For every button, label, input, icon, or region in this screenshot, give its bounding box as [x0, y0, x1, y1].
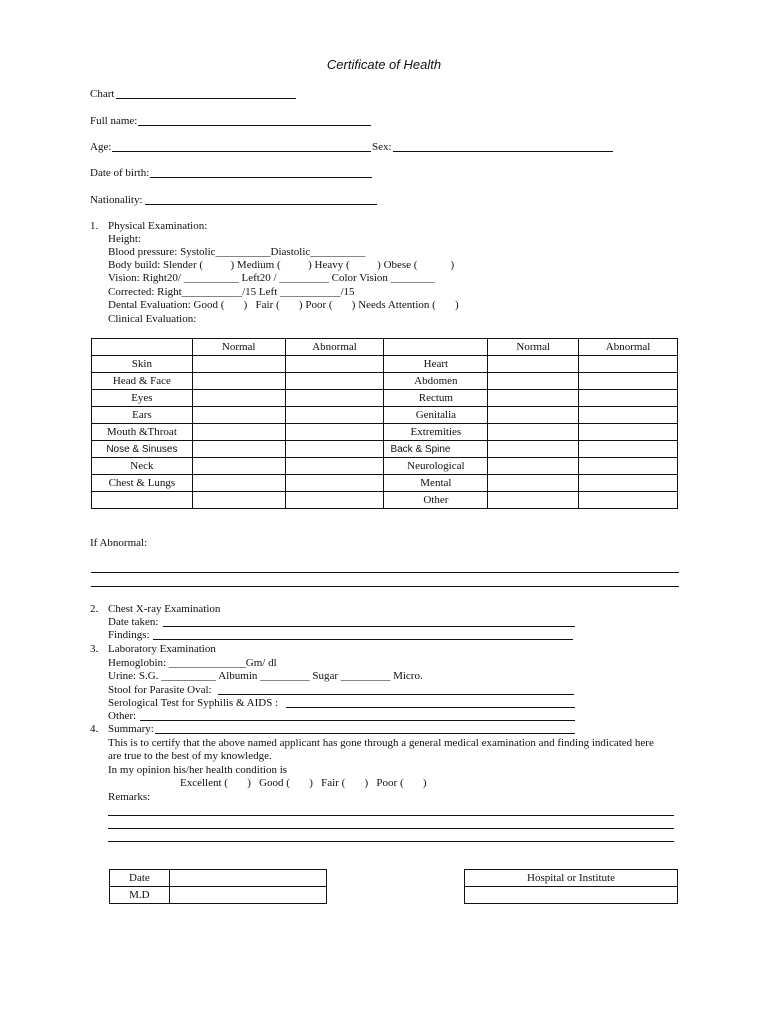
checkbox-cell[interactable] — [285, 407, 384, 424]
remarks-line[interactable] — [108, 841, 674, 842]
checkbox-cell[interactable] — [285, 492, 384, 509]
abnormal-notes-line[interactable] — [91, 572, 679, 573]
table-row — [92, 458, 678, 475]
checkbox-cell[interactable] — [285, 356, 384, 373]
checkbox-cell[interactable] — [285, 475, 384, 492]
findings-field[interactable] — [153, 639, 573, 640]
nationality-label: Nationality: — [90, 194, 143, 206]
nationality-field[interactable] — [145, 204, 377, 205]
body-build-line: Body build: Slender ( ) Medium ( ) Heavy ( ) Obese ( ) — [108, 259, 455, 271]
exam-item-right: Genitalia — [384, 407, 488, 424]
stool-field[interactable] — [218, 694, 574, 695]
checkbox-cell[interactable] — [192, 475, 285, 492]
checkbox-cell[interactable] — [488, 441, 579, 458]
checkbox-cell[interactable] — [192, 407, 285, 424]
lab-other-label: Other: — [108, 710, 137, 722]
chart-field[interactable] — [116, 98, 296, 99]
certificate-title: Certificate of Health — [326, 57, 442, 72]
table-row — [92, 424, 678, 441]
section1-number: 1. — [90, 220, 99, 232]
section4-number: 4. — [90, 723, 99, 735]
checkbox-cell[interactable] — [488, 475, 579, 492]
hospital-table — [464, 869, 678, 904]
table-row — [92, 441, 678, 458]
checkbox-cell[interactable] — [192, 373, 285, 390]
checkbox-cell[interactable] — [488, 356, 579, 373]
checkbox-cell[interactable] — [488, 390, 579, 407]
checkbox-cell[interactable] — [192, 356, 285, 373]
table-header — [92, 339, 193, 356]
checkbox-cell[interactable] — [488, 407, 579, 424]
dob-label: Date of birth: — [90, 167, 150, 179]
checkbox-cell[interactable] — [285, 441, 384, 458]
checkbox-cell[interactable] — [579, 441, 678, 458]
date-field[interactable] — [169, 870, 326, 887]
checkbox-cell[interactable] — [285, 373, 384, 390]
full-name-field[interactable] — [138, 125, 371, 126]
table-row — [465, 870, 678, 887]
age-field[interactable] — [112, 151, 371, 152]
exam-item-left: Skin — [92, 356, 193, 373]
hospital-field[interactable] — [465, 887, 678, 904]
checkbox-cell[interactable] — [192, 424, 285, 441]
checkbox-cell[interactable] — [579, 390, 678, 407]
serological-field[interactable] — [286, 707, 575, 708]
clinical-eval-line: Clinical Evaluation: — [108, 313, 197, 325]
table-row — [92, 356, 678, 373]
blood-pressure-line: Blood pressure: Systolic__________Diastolic__________ — [108, 246, 366, 258]
age-label: Age: — [90, 141, 112, 153]
checkbox-cell[interactable] — [192, 441, 285, 458]
certify-line-2: are true to the best of my knowledge. — [108, 750, 272, 762]
table-row — [92, 390, 678, 407]
chest-xray-title: Chest X-ray Examination — [108, 603, 221, 615]
remarks-line[interactable] — [108, 828, 674, 829]
checkbox-cell[interactable] — [488, 492, 579, 509]
clinical-exam-table — [91, 338, 678, 509]
checkbox-cell[interactable] — [285, 458, 384, 475]
sex-label: Sex: — [372, 141, 392, 153]
date-md-table — [109, 869, 327, 904]
hemoglobin-line: Hemoglobin: ______________Gm/ dl — [108, 657, 277, 669]
table-header: Normal — [488, 339, 579, 356]
exam-item-left: Head & Face — [92, 373, 193, 390]
date-taken-label: Date taken: — [108, 616, 159, 628]
table-header: Normal — [192, 339, 285, 356]
exam-item-left: Chest & Lungs — [92, 475, 193, 492]
sex-field[interactable] — [393, 151, 613, 152]
dob-field[interactable] — [150, 177, 372, 178]
lab-exam-title: Laboratory Examination — [108, 643, 216, 655]
md-label: M.D — [110, 887, 170, 904]
checkbox-cell[interactable] — [579, 424, 678, 441]
table-row — [92, 475, 678, 492]
checkbox-cell[interactable] — [285, 424, 384, 441]
corrected-line: Corrected: Right___________/15 Left ___________/15 — [108, 286, 355, 298]
checkbox-cell[interactable] — [192, 492, 285, 509]
checkbox-cell[interactable] — [579, 475, 678, 492]
table-header: Abnormal — [579, 339, 678, 356]
exam-item-left: Neck — [92, 458, 193, 475]
height-line: Height: — [108, 233, 141, 245]
exam-item-left: Mouth &Throat — [92, 424, 193, 441]
exam-item-right: Other — [384, 492, 488, 509]
checkbox-cell[interactable] — [579, 492, 678, 509]
checkbox-cell[interactable] — [579, 356, 678, 373]
exam-item-right: Rectum — [384, 390, 488, 407]
checkbox-cell[interactable] — [579, 407, 678, 424]
abnormal-notes-line[interactable] — [91, 586, 679, 587]
section3-number: 3. — [90, 643, 99, 655]
exam-item-right: Back & Spine — [384, 441, 488, 458]
exam-item-right: Neurological — [384, 458, 488, 475]
stool-label: Stool for Parasite Oval: — [108, 684, 212, 696]
urine-line: Urine: S.G. __________ Albumin _________ Sugar _________ Micro. — [108, 670, 423, 682]
table-row — [110, 870, 327, 887]
checkbox-cell[interactable] — [285, 390, 384, 407]
opinion-line: In my opinion his/her health condition is — [108, 764, 288, 776]
table-row — [465, 887, 678, 904]
rating-options[interactable]: Excellent ( ) Good ( ) Fair ( ) Poor ( ) — [180, 777, 427, 789]
full-name-label: Full name: — [90, 115, 138, 127]
checkbox-cell[interactable] — [579, 458, 678, 475]
checkbox-cell[interactable] — [488, 458, 579, 475]
md-signature-field[interactable] — [169, 887, 326, 904]
table-row — [110, 887, 327, 904]
summary-field[interactable] — [155, 733, 575, 734]
checkbox-cell[interactable] — [579, 373, 678, 390]
summary-label: Summary: — [108, 723, 154, 735]
exam-item-left: Nose & Sinuses — [92, 441, 193, 458]
chart-label: Chart — [90, 88, 115, 100]
exam-item-right: Extremities — [384, 424, 488, 441]
checkbox-cell[interactable] — [488, 424, 579, 441]
lab-other-field[interactable] — [140, 720, 575, 721]
exam-item-left: Eyes — [92, 390, 193, 407]
exam-item-right: Heart — [384, 356, 488, 373]
date-taken-field[interactable] — [163, 626, 575, 627]
certify-line-1: This is to certify that the above named applicant has gone through a general medical examination and finding indicated here — [108, 737, 654, 749]
physical-exam-title: Physical Examination: — [108, 220, 208, 232]
exam-item-right: Mental — [384, 475, 488, 492]
table-header — [384, 339, 488, 356]
exam-item-right: Abdomen — [384, 373, 488, 390]
table-row — [92, 373, 678, 390]
table-row — [92, 407, 678, 424]
remarks-label: Remarks: — [108, 791, 151, 803]
date-label: Date — [110, 870, 170, 887]
table-header-row — [92, 339, 678, 356]
table-row — [92, 492, 678, 509]
serological-label: Serological Test for Syphilis & AIDS : — [108, 697, 279, 709]
section2-number: 2. — [90, 603, 99, 615]
exam-item-left — [92, 492, 193, 509]
dental-line: Dental Evaluation: Good ( ) Fair ( ) Poor ( ) Needs Attention ( ) — [108, 299, 459, 311]
checkbox-cell[interactable] — [488, 373, 579, 390]
checkbox-cell[interactable] — [192, 458, 285, 475]
remarks-line[interactable] — [108, 815, 674, 816]
table-header: Abnormal — [285, 339, 384, 356]
findings-label: Findings: — [108, 629, 150, 641]
hospital-label: Hospital or Institute — [465, 870, 678, 887]
if-abnormal-label: If Abnormal: — [90, 537, 148, 549]
checkbox-cell[interactable] — [192, 390, 285, 407]
exam-item-left: Ears — [92, 407, 193, 424]
vision-line: Vision: Right20/ __________ Left20 / _________ Color Vision ________ — [108, 272, 435, 284]
